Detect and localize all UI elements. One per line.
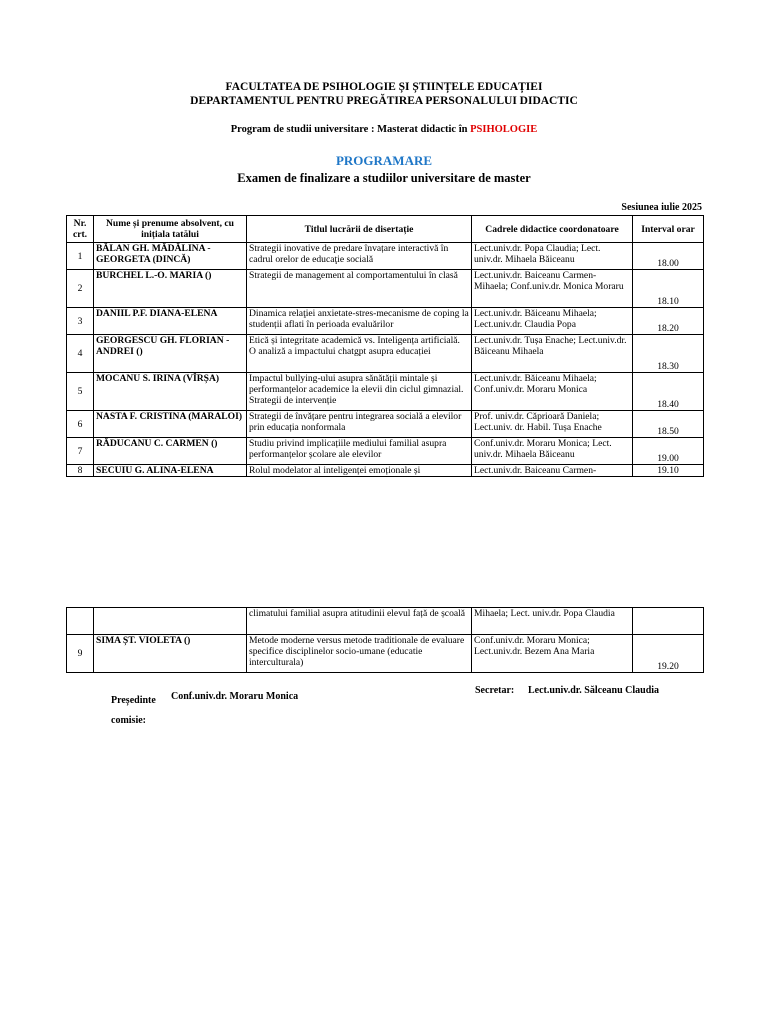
row-number: 3 bbox=[67, 308, 94, 335]
header-coordinators: Cadrele didactice coordonatoare bbox=[472, 216, 633, 243]
time-slot: 18.20 bbox=[633, 308, 704, 335]
time-slot: 19.20 bbox=[633, 635, 704, 673]
program-subject: PSIHOLOGIE bbox=[470, 124, 538, 135]
time-slot: 18.40 bbox=[633, 373, 704, 411]
thesis-title: Strategii de management al comportamentului în clasă bbox=[247, 270, 472, 308]
time-slot: 19.00 bbox=[633, 438, 704, 465]
schedule-table bbox=[66, 215, 704, 477]
row-number: 1 bbox=[67, 243, 94, 270]
thesis-title: Dinamica relaţiei anxietate-stres-mecanisme de coping la studenții aflati în perioada evaluărilor bbox=[247, 308, 472, 335]
thesis-title: climatului familial asupra atitudinii elevul față de școală bbox=[247, 608, 472, 635]
student-name: GEORGESCU GH. FLORIAN - ANDREI () bbox=[94, 335, 247, 373]
time-slot: 19.10 bbox=[633, 465, 704, 477]
row-number: 9 bbox=[67, 635, 94, 673]
table-row bbox=[67, 335, 704, 373]
table-row bbox=[67, 438, 704, 465]
table-row bbox=[67, 373, 704, 411]
table-header-row bbox=[67, 216, 704, 243]
program-prefix: Program de studii universitare : Masterat didactic în bbox=[230, 124, 471, 135]
row-number: 5 bbox=[67, 373, 94, 411]
thesis-title: Strategii de învățare pentru integrarea socială a elevilor prin educația nonformala bbox=[247, 411, 472, 438]
coordinators: Lect.univ.dr. Băiceanu Mihaela; Conf.univ.dr. Moraru Monica bbox=[472, 373, 633, 411]
coordinators: Lect.univ.dr. Baiceanu Carmen- bbox=[472, 465, 633, 477]
page-title: PROGRAMARE bbox=[335, 153, 433, 168]
table-row bbox=[67, 270, 704, 308]
row-number: 4 bbox=[67, 335, 94, 373]
time-slot: 18.00 bbox=[633, 243, 704, 270]
student-name bbox=[94, 608, 247, 635]
student-name: BURCHEL L.-O. MARIA () bbox=[94, 270, 247, 308]
table-body-continued bbox=[67, 608, 704, 673]
coordinators: Lect.univ.dr. Tușa Enache; Lect.univ.dr. Băiceanu Mihaela bbox=[472, 335, 633, 373]
document-header bbox=[0, 80, 768, 108]
faculty-name: FACULTATEA DE PSIHOLOGIE ȘI ȘTIINȚELE EDUCAȚIEI bbox=[225, 81, 543, 93]
table-row bbox=[67, 411, 704, 438]
program-line bbox=[0, 124, 768, 135]
coordinators: Prof. univ.dr. Căprioară Daniela; Lect.univ. dr. Habil. Tușa Enache bbox=[472, 411, 633, 438]
coordinators: Lect.univ.dr. Baiceanu Carmen-Mihaela; Conf.univ.dr. Monica Moraru bbox=[472, 270, 633, 308]
coordinators: Lect.univ.dr. Popa Claudia; Lect. univ.dr. Mihaela Băiceanu bbox=[472, 243, 633, 270]
row-number: 8 bbox=[67, 465, 94, 477]
header-name: Nume și prenume absolvent, cu inițiala tatălui bbox=[94, 216, 247, 243]
president-label: Președinte comisie: bbox=[111, 695, 156, 726]
table-row bbox=[67, 608, 704, 635]
time-slot: 18.30 bbox=[633, 335, 704, 373]
header-interval: Interval orar bbox=[633, 216, 704, 243]
student-name: DANIIL P.F. DIANA-ELENA bbox=[94, 308, 247, 335]
thesis-title: Studiu privind implicațiile mediului familial asupra performanțelor școlare ale elevilor bbox=[247, 438, 472, 465]
header-title: Titlul lucrării de disertație bbox=[247, 216, 472, 243]
row-number: 2 bbox=[67, 270, 94, 308]
coordinators: Conf.univ.dr. Moraru Monica; Lect.univ.dr. Bezem Ana Maria bbox=[472, 635, 633, 673]
coordinators: Mihaela; Lect. univ.dr. Popa Claudia bbox=[472, 608, 633, 635]
row-number bbox=[67, 608, 94, 635]
student-name: SECUIU G. ALINA-ELENA bbox=[94, 465, 247, 477]
student-name: SIMA ȘT. VIOLETA () bbox=[94, 635, 247, 673]
schedule-table-continued bbox=[66, 607, 704, 673]
session-label: Sesiunea iulie 2025 bbox=[621, 202, 702, 213]
student-name: NASTA F. CRISTINA (MARALOI) bbox=[94, 411, 247, 438]
time-slot bbox=[633, 608, 704, 635]
header-nr: Nr. crt. bbox=[67, 216, 94, 243]
student-name: BĂLAN GH. MĂDĂLINA - GEORGETA (DINCĂ) bbox=[94, 243, 247, 270]
thesis-title: Rolul modelator al inteligenței emoționale și bbox=[247, 465, 472, 477]
student-name: RĂDUCANU C. CARMEN () bbox=[94, 438, 247, 465]
table-row bbox=[67, 635, 704, 673]
row-number: 7 bbox=[67, 438, 94, 465]
thesis-title: Metode moderne versus metode traditionale de evaluare specifice disciplinelor socio-umane (educatie interculturala) bbox=[247, 635, 472, 673]
table-body bbox=[67, 243, 704, 477]
thesis-title: Strategii inovative de predare învațare interactivă în cadrul orelor de educaţie socială bbox=[247, 243, 472, 270]
student-name: MOCANU S. IRINA (VÎRȘA) bbox=[94, 373, 247, 411]
department-name: DEPARTAMENTUL PENTRU PREGĂTIREA PERSONALULUI DIDACTIC bbox=[190, 95, 578, 107]
coordinators: Conf.univ.dr. Moraru Monica; Lect. univ.dr. Mihaela Băiceanu bbox=[472, 438, 633, 465]
table-row bbox=[67, 308, 704, 335]
secretary-name: Lect.univ.dr. Sălceanu Claudia bbox=[528, 685, 660, 696]
secretary-label: Secretar: bbox=[475, 685, 515, 696]
time-slot: 18.50 bbox=[633, 411, 704, 438]
thesis-title: Etică și integritate academică vs. Inteligența artificială. O analiză a impactului chatgpt asupra educației bbox=[247, 335, 472, 373]
table-row bbox=[67, 465, 704, 477]
page-subtitle: Examen de finalizare a studiilor universitare de master bbox=[237, 171, 531, 185]
table-row bbox=[67, 243, 704, 270]
coordinators: Lect.univ.dr. Băiceanu Mihaela; Lect.univ.dr. Claudia Popa bbox=[472, 308, 633, 335]
president-name: Conf.univ.dr. Moraru Monica bbox=[171, 691, 299, 702]
thesis-title: Impactul bullying-ului asupra sănătății mintale și performanțelor academice la elevii din ciclul gimnazial. Strategii de intervenție bbox=[247, 373, 472, 411]
row-number: 6 bbox=[67, 411, 94, 438]
time-slot: 18.10 bbox=[633, 270, 704, 308]
